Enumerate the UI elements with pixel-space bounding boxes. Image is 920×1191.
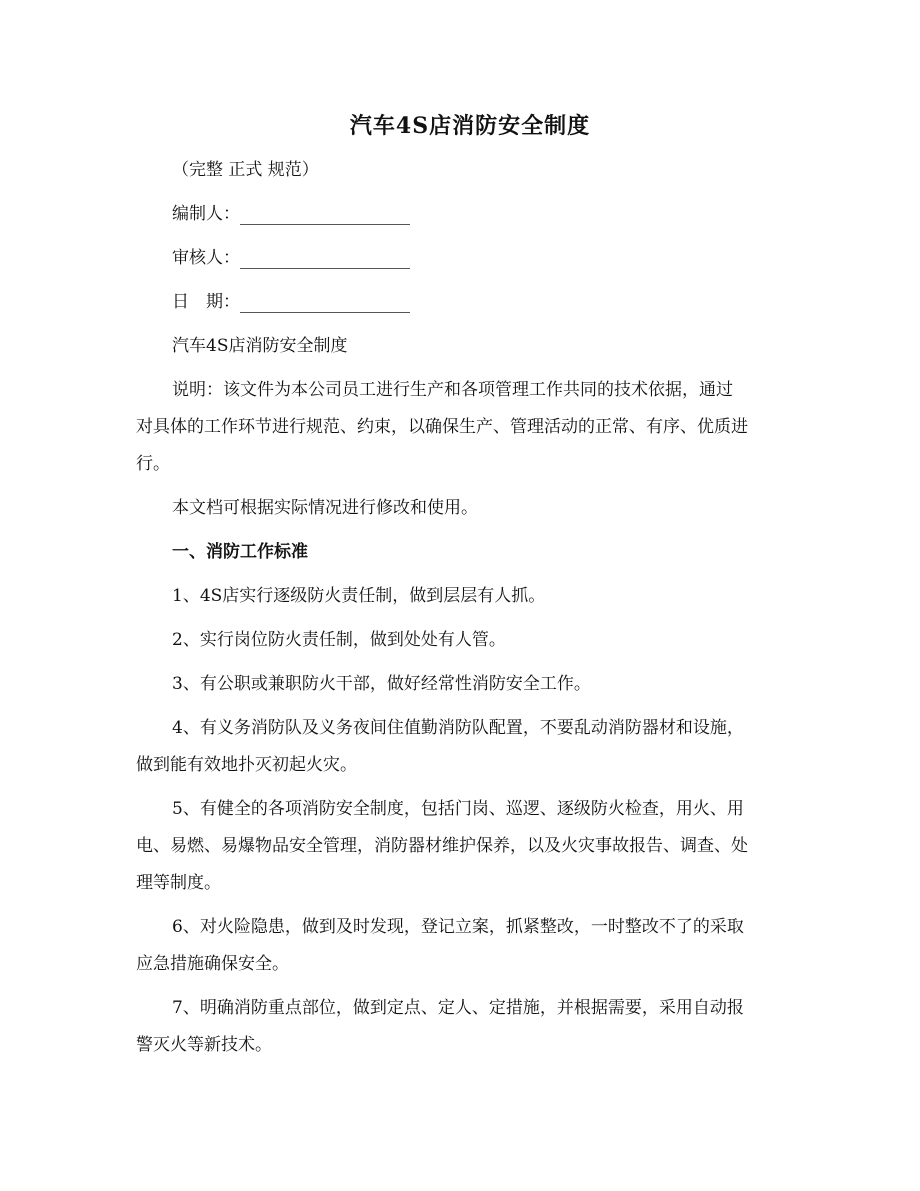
- text-line: 7、明确消防重点部位，做到定点、定人、定措施，并根据需要，采用自动报: [172, 998, 744, 1018]
- text-line: 应急措施确保安全。: [136, 954, 289, 974]
- doc-name: 汽车4S店消防安全制度: [172, 336, 348, 356]
- list-item: [136, 990, 804, 1064]
- list-item: [136, 666, 804, 703]
- text-line: 说明：该文件为本公司员工进行生产和各项管理工作共同的技术依据，通过: [172, 380, 733, 400]
- text-line: 5、有健全的各项消防安全制度，包括门岗、巡逻、逐级防火检查，用火、用: [172, 799, 744, 819]
- text-line: 电、易燃、易爆物品安全管理，消防器材维护保养，以及火灾事故报告、调查、处: [136, 836, 748, 856]
- list-item: [136, 909, 804, 983]
- field-reviewer: [136, 240, 804, 277]
- usage-paragraph: 本文档可根据实际情况进行修改和使用。: [172, 498, 478, 518]
- text-line: 做到能有效地扑灭初起火灾。: [136, 755, 357, 775]
- text-line: 6、对火险隐患，做到及时发现，登记立案，抓紧整改，一时整改不了的采取: [172, 917, 744, 937]
- text-line: 4、有义务消防队及义务夜间住值勤消防队配置，不要乱动消防器材和设施，: [172, 718, 744, 738]
- item-list: [136, 578, 804, 1064]
- field-label: 日 期：: [172, 292, 240, 312]
- blank-line: [240, 200, 410, 225]
- text-line: 警灭火等新技术。: [136, 1035, 272, 1055]
- field-compiler: [136, 196, 804, 233]
- text-line: 2、实行岗位防火责任制，做到处处有人管。: [172, 630, 506, 650]
- list-item: [136, 791, 804, 902]
- section-heading: 一、消防工作标准: [172, 542, 308, 562]
- blank-line: [240, 288, 410, 313]
- note-paragraph: [136, 372, 804, 483]
- text-line: 对具体的工作环节进行规范、约束，以确保生产、管理活动的正常、有序、优质进: [136, 417, 748, 437]
- blank-line: [240, 244, 410, 269]
- text-line: 行。: [136, 454, 170, 474]
- document-page: [136, 108, 804, 1071]
- subtitle: （完整 正式 规范）: [172, 160, 319, 180]
- field-date: [136, 284, 804, 321]
- list-item: [136, 622, 804, 659]
- list-item: [136, 710, 804, 784]
- text-line: 1、4S店实行逐级防火责任制，做到层层有人抓。: [172, 586, 546, 606]
- text-line: 理等制度。: [136, 873, 221, 893]
- document-title: 汽车4S店消防安全制度: [349, 113, 591, 139]
- list-item: [136, 578, 804, 615]
- field-label: 编制人：: [172, 204, 240, 224]
- text-line: 3、有公职或兼职防火干部，做好经常性消防安全工作。: [172, 674, 591, 694]
- field-label: 审核人：: [172, 248, 240, 268]
